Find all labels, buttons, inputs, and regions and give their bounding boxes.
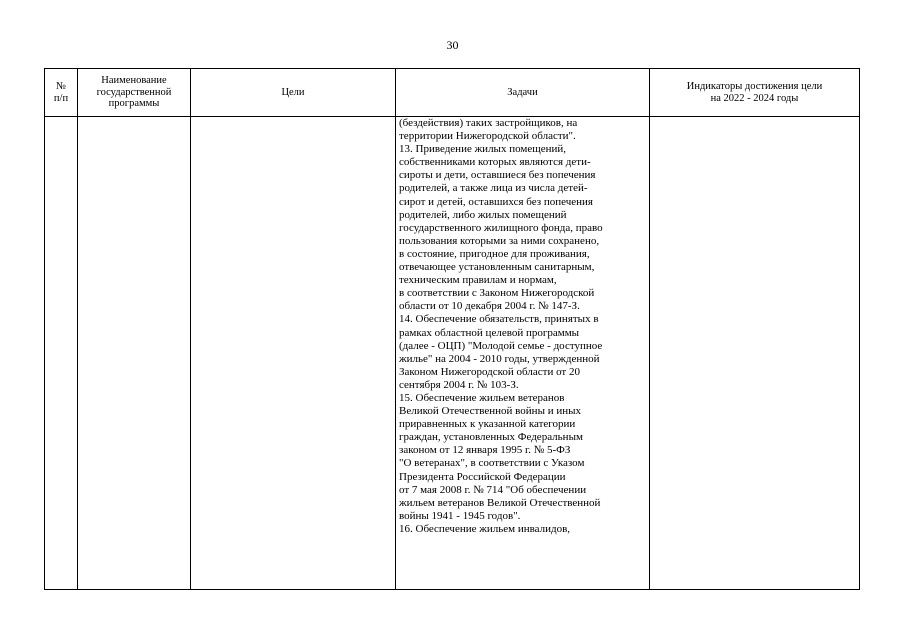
task-text-line: сироты и дети, оставшиеся без попечения	[399, 169, 596, 182]
header-indicators: Индикаторы достижения цели на 2022 - 2024 годы	[650, 69, 860, 117]
task-text-line: в состояние, пригодное для проживания,	[399, 247, 590, 260]
task-text-line: войны 1941 - 1945 годов".	[399, 509, 521, 522]
task-text-line: пользования которыми за ними сохранено,	[399, 234, 600, 247]
task-text-line: собственниками которых являются дети-	[399, 156, 591, 169]
cell-num	[45, 117, 78, 590]
task-text-line: родителей, либо жилых помещений	[399, 208, 567, 221]
cell-goals	[191, 117, 396, 590]
task-text-line: Великой Отечественной войны и иных	[399, 405, 582, 418]
task-text-line: 13. Приведение жилых помещений,	[399, 143, 566, 156]
header-num: № п/п	[45, 69, 78, 117]
table-header-row	[45, 69, 860, 117]
cell-indicators	[650, 117, 860, 590]
task-text-line: "О ветеранах", в соответствии с Указом	[399, 457, 585, 470]
task-text-line: Президента Российской Федерации	[399, 470, 566, 483]
header-tasks: Задачи	[396, 69, 650, 117]
table-row	[45, 117, 860, 590]
task-text-line: области от 10 декабря 2004 г. № 147-З.	[399, 300, 580, 313]
task-text-line: жилье" на 2004 - 2010 годы, утвержденной	[399, 352, 600, 365]
task-text-line: (далее - ОЦП) "Молодой семье - доступное	[399, 339, 603, 352]
header-goals: Цели	[191, 69, 396, 117]
task-text-line: рамках областной целевой программы	[399, 326, 580, 339]
task-text-line: жильем ветеранов Великой Отечественной	[399, 496, 601, 509]
task-text-line: родителей, а также лица из числа детей-	[399, 182, 588, 195]
task-text-line: Законом Нижегородской области от 20	[399, 365, 580, 378]
task-text-line: граждан, установленных Федеральным	[399, 431, 583, 444]
task-text-line: от 7 мая 2008 г. № 714 "Об обеспечении	[399, 483, 587, 496]
task-text-line: государственного жилищного фонда, право	[399, 221, 603, 234]
page-number: 30	[446, 38, 459, 52]
task-text-line: техническим правилам и нормам,	[399, 274, 557, 287]
cell-tasks	[396, 117, 650, 590]
task-text-line: сентября 2004 г. № 103-З.	[399, 378, 519, 391]
task-text-line: 14. Обеспечение обязательств, принятых в	[399, 313, 599, 326]
task-text-line: в соответствии с Законом Нижегородской	[399, 287, 595, 300]
program-table	[44, 68, 860, 590]
task-text-line: территории Нижегородской области".	[399, 130, 576, 143]
task-text-line: 15. Обеспечение жильем ветеранов	[399, 391, 565, 404]
task-text-line: приравненных к указанной категории	[399, 418, 576, 431]
task-text-line: (бездействия) таких застройщиков, на	[399, 117, 578, 129]
task-text-line: сирот и детей, оставшихся без попечения	[399, 195, 593, 208]
cell-program-name	[78, 117, 191, 590]
tasks-text	[399, 117, 645, 536]
task-text-line: отвечающее установленным санитарным,	[399, 261, 595, 274]
task-text-line: 16. Обеспечение жильем инвалидов,	[399, 522, 571, 535]
task-text-line: законом от 12 января 1995 г. № 5-ФЗ	[399, 444, 571, 457]
header-program-name: Наименование государственной программы	[78, 69, 191, 117]
